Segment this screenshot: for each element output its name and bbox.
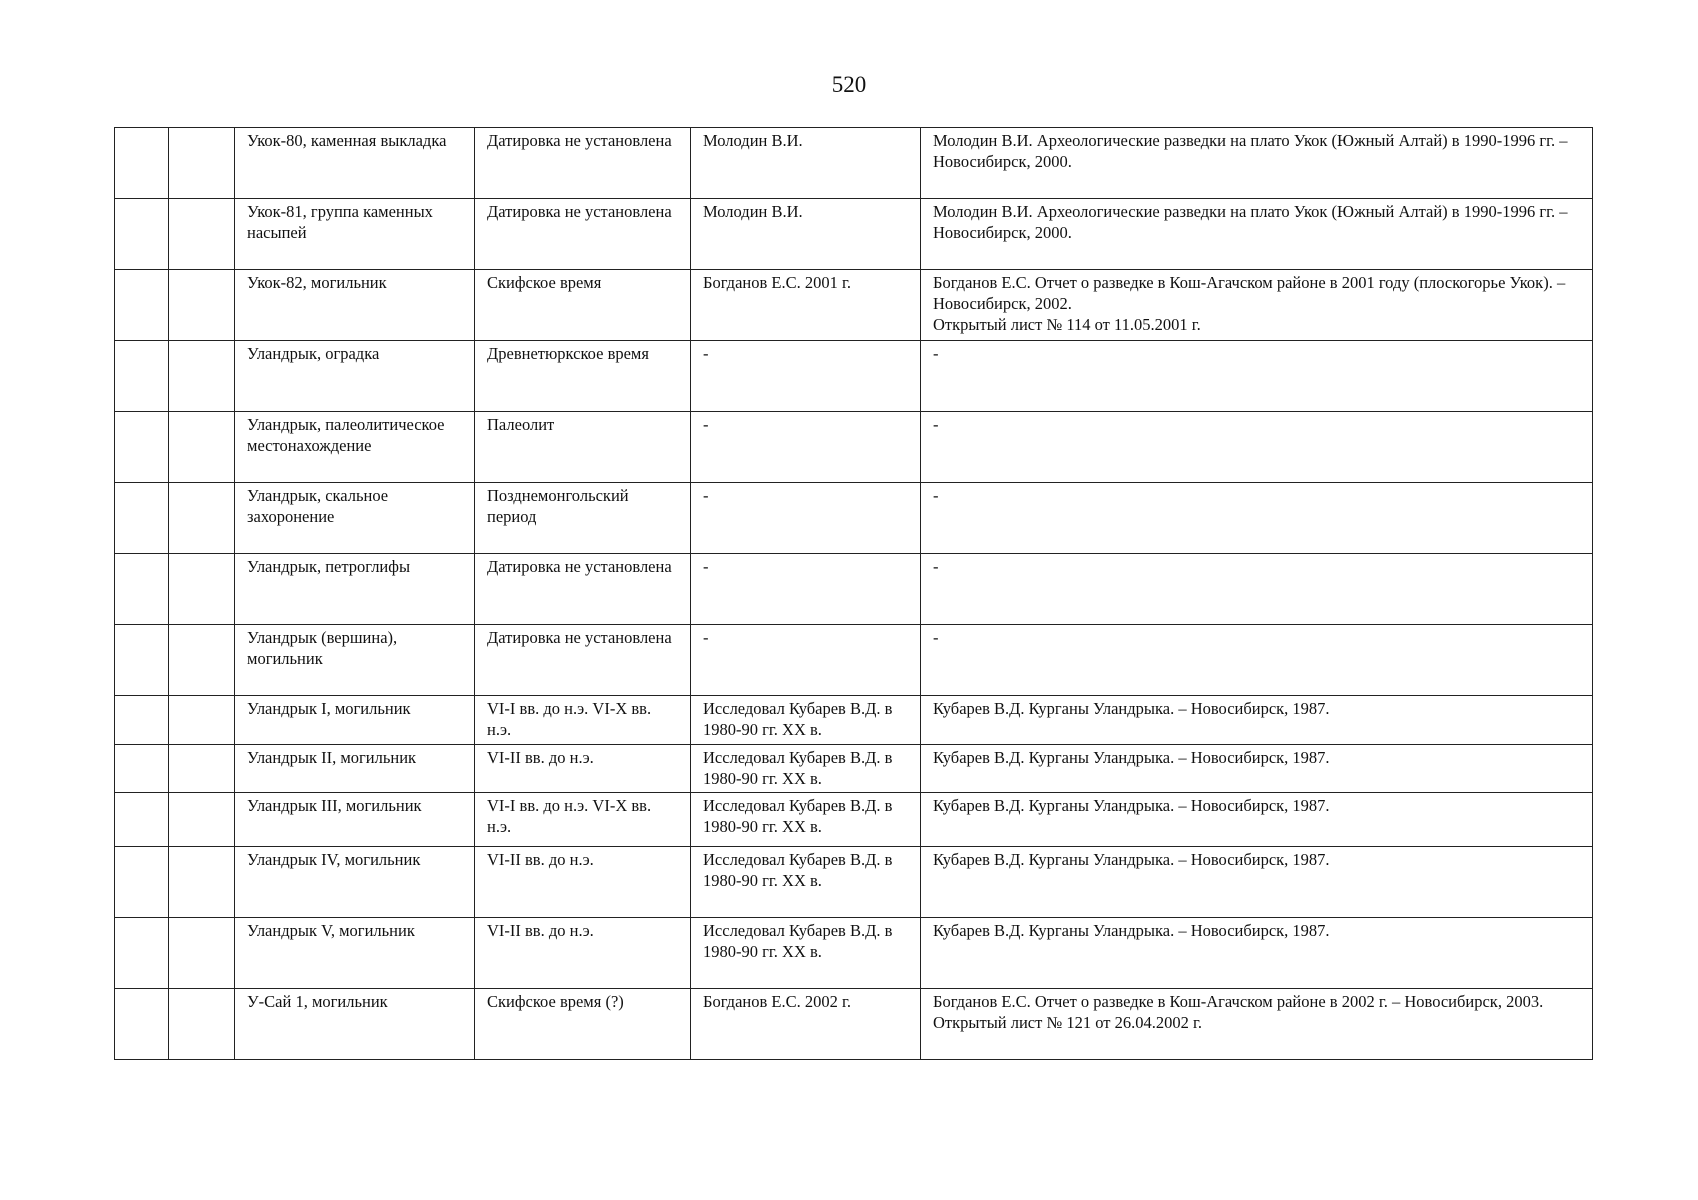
dating-cell: Датировка не установлена xyxy=(475,625,691,696)
site-name-cell: Уландрык, скальное захоронение xyxy=(235,483,475,554)
source-cell: Молодин В.И. Археологические разведки на плато Укок (Южный Алтай) в 1990-1996 гг. – Новосибирск, 2000. xyxy=(921,128,1593,199)
dating-cell: Палеолит xyxy=(475,412,691,483)
table-row xyxy=(115,918,1593,989)
source-cell: - xyxy=(921,625,1593,696)
researcher-cell: - xyxy=(691,412,921,483)
source-cell: - xyxy=(921,412,1593,483)
number-cell xyxy=(169,745,235,793)
table-row xyxy=(115,270,1593,341)
number-cell xyxy=(169,483,235,554)
number-cell xyxy=(169,554,235,625)
table-row xyxy=(115,554,1593,625)
site-name-cell: Уландрык III, могильник xyxy=(235,793,475,847)
index-cell xyxy=(115,989,169,1060)
site-name-cell: Уландрык IV, могильник xyxy=(235,847,475,918)
researcher-cell: - xyxy=(691,341,921,412)
source-cell: Кубарев В.Д. Курганы Уландрыка. – Новосибирск, 1987. xyxy=(921,745,1593,793)
index-cell xyxy=(115,918,169,989)
site-name-cell: Уландрык, петроглифы xyxy=(235,554,475,625)
site-name-cell: Укок-81, группа каменных насыпей xyxy=(235,199,475,270)
source-cell: Кубарев В.Д. Курганы Уландрыка. – Новосибирск, 1987. xyxy=(921,793,1593,847)
index-cell xyxy=(115,412,169,483)
dating-cell: Датировка не установлена xyxy=(475,554,691,625)
source-cell: - xyxy=(921,554,1593,625)
index-cell xyxy=(115,128,169,199)
number-cell xyxy=(169,918,235,989)
researcher-cell: - xyxy=(691,625,921,696)
researcher-cell: Молодин В.И. xyxy=(691,199,921,270)
site-name-cell: Уландрык I, могильник xyxy=(235,696,475,745)
permit-text: Открытый лист № 121 от 26.04.2002 г. xyxy=(933,1013,1202,1032)
site-name-cell: Уландрык II, могильник xyxy=(235,745,475,793)
index-cell xyxy=(115,270,169,341)
researcher-cell: Исследовал Кубарев В.Д. в 1980-90 гг. ХХ в. xyxy=(691,696,921,745)
dating-cell: Позднемонгольский период xyxy=(475,483,691,554)
researcher-cell: Исследовал Кубарев В.Д. в 1980-90 гг. ХХ в. xyxy=(691,918,921,989)
source-cell: - xyxy=(921,341,1593,412)
researcher-cell: Богданов Е.С. 2002 г. xyxy=(691,989,921,1060)
site-name-cell: Укок-82, могильник xyxy=(235,270,475,341)
site-name-cell: Уландрык (вершина), могильник xyxy=(235,625,475,696)
index-cell xyxy=(115,199,169,270)
number-cell xyxy=(169,199,235,270)
index-cell xyxy=(115,745,169,793)
source-cell: - xyxy=(921,483,1593,554)
researcher-cell: Молодин В.И. xyxy=(691,128,921,199)
index-cell xyxy=(115,793,169,847)
source-cell: Кубарев В.Д. Курганы Уландрыка. – Новосибирск, 1987. xyxy=(921,696,1593,745)
number-cell xyxy=(169,412,235,483)
site-name-cell: У-Сай 1, могильник xyxy=(235,989,475,1060)
number-cell xyxy=(169,989,235,1060)
researcher-cell: Исследовал Кубарев В.Д. в 1980-90 гг. ХХ в. xyxy=(691,745,921,793)
dating-cell: Датировка не установлена xyxy=(475,128,691,199)
table-row xyxy=(115,341,1593,412)
source-cell: Молодин В.И. Археологические разведки на плато Укок (Южный Алтай) в 1990-1996 гг. – Новосибирск, 2000. xyxy=(921,199,1593,270)
number-cell xyxy=(169,696,235,745)
table-row xyxy=(115,625,1593,696)
site-name-cell: Уландрык, палеолитическое местонахождение xyxy=(235,412,475,483)
source-cell xyxy=(921,989,1593,1060)
page-number: 520 xyxy=(831,72,867,97)
number-cell xyxy=(169,625,235,696)
researcher-cell: Исследовал Кубарев В.Д. в 1980-90 гг. ХХ в. xyxy=(691,793,921,847)
table-row xyxy=(115,989,1593,1060)
table-row xyxy=(115,412,1593,483)
site-name-cell: Уландрык, оградка xyxy=(235,341,475,412)
table-row xyxy=(115,199,1593,270)
monuments-table xyxy=(114,127,1593,1060)
table-row xyxy=(115,696,1593,745)
permit-text: Открытый лист № 114 от 11.05.2001 г. xyxy=(933,315,1201,334)
dating-cell: Скифское время (?) xyxy=(475,989,691,1060)
index-cell xyxy=(115,341,169,412)
table-row xyxy=(115,128,1593,199)
researcher-cell: - xyxy=(691,554,921,625)
table-row xyxy=(115,745,1593,793)
researcher-cell: Исследовал Кубарев В.Д. в 1980-90 гг. ХХ в. xyxy=(691,847,921,918)
table-row xyxy=(115,847,1593,918)
number-cell xyxy=(169,270,235,341)
dating-cell: VI-II вв. до н.э. xyxy=(475,918,691,989)
source-text: Богданов Е.С. Отчет о разведке в Кош-Агачском районе в 2002 г. – Новосибирск, 2003. xyxy=(933,992,1544,1011)
dating-cell: Датировка не установлена xyxy=(475,199,691,270)
number-cell xyxy=(169,793,235,847)
dating-cell: Скифское время xyxy=(475,270,691,341)
index-cell xyxy=(115,696,169,745)
index-cell xyxy=(115,554,169,625)
dating-cell: VI-II вв. до н.э. xyxy=(475,847,691,918)
table-row xyxy=(115,483,1593,554)
index-cell xyxy=(115,483,169,554)
source-cell: Кубарев В.Д. Курганы Уландрыка. – Новосибирск, 1987. xyxy=(921,847,1593,918)
source-text: Богданов Е.С. Отчет о разведке в Кош-Агачском районе в 2001 году (плоскогорье Укок). – Новосибирск, 2002. xyxy=(933,273,1566,313)
dating-cell: Древнетюркское время xyxy=(475,341,691,412)
site-name-cell: Укок-80, каменная выкладка xyxy=(235,128,475,199)
site-name-cell: Уландрык V, могильник xyxy=(235,918,475,989)
number-cell xyxy=(169,847,235,918)
index-cell xyxy=(115,625,169,696)
dating-cell: VI-I вв. до н.э. VI-X вв. н.э. xyxy=(475,696,691,745)
index-cell xyxy=(115,847,169,918)
researcher-cell: Богданов Е.С. 2001 г. xyxy=(691,270,921,341)
number-cell xyxy=(169,341,235,412)
source-cell: Кубарев В.Д. Курганы Уландрыка. – Новосибирск, 1987. xyxy=(921,918,1593,989)
source-cell xyxy=(921,270,1593,341)
number-cell xyxy=(169,128,235,199)
researcher-cell: - xyxy=(691,483,921,554)
dating-cell: VI-I вв. до н.э. VI-X вв. н.э. xyxy=(475,793,691,847)
table-row xyxy=(115,793,1593,847)
dating-cell: VI-II вв. до н.э. xyxy=(475,745,691,793)
